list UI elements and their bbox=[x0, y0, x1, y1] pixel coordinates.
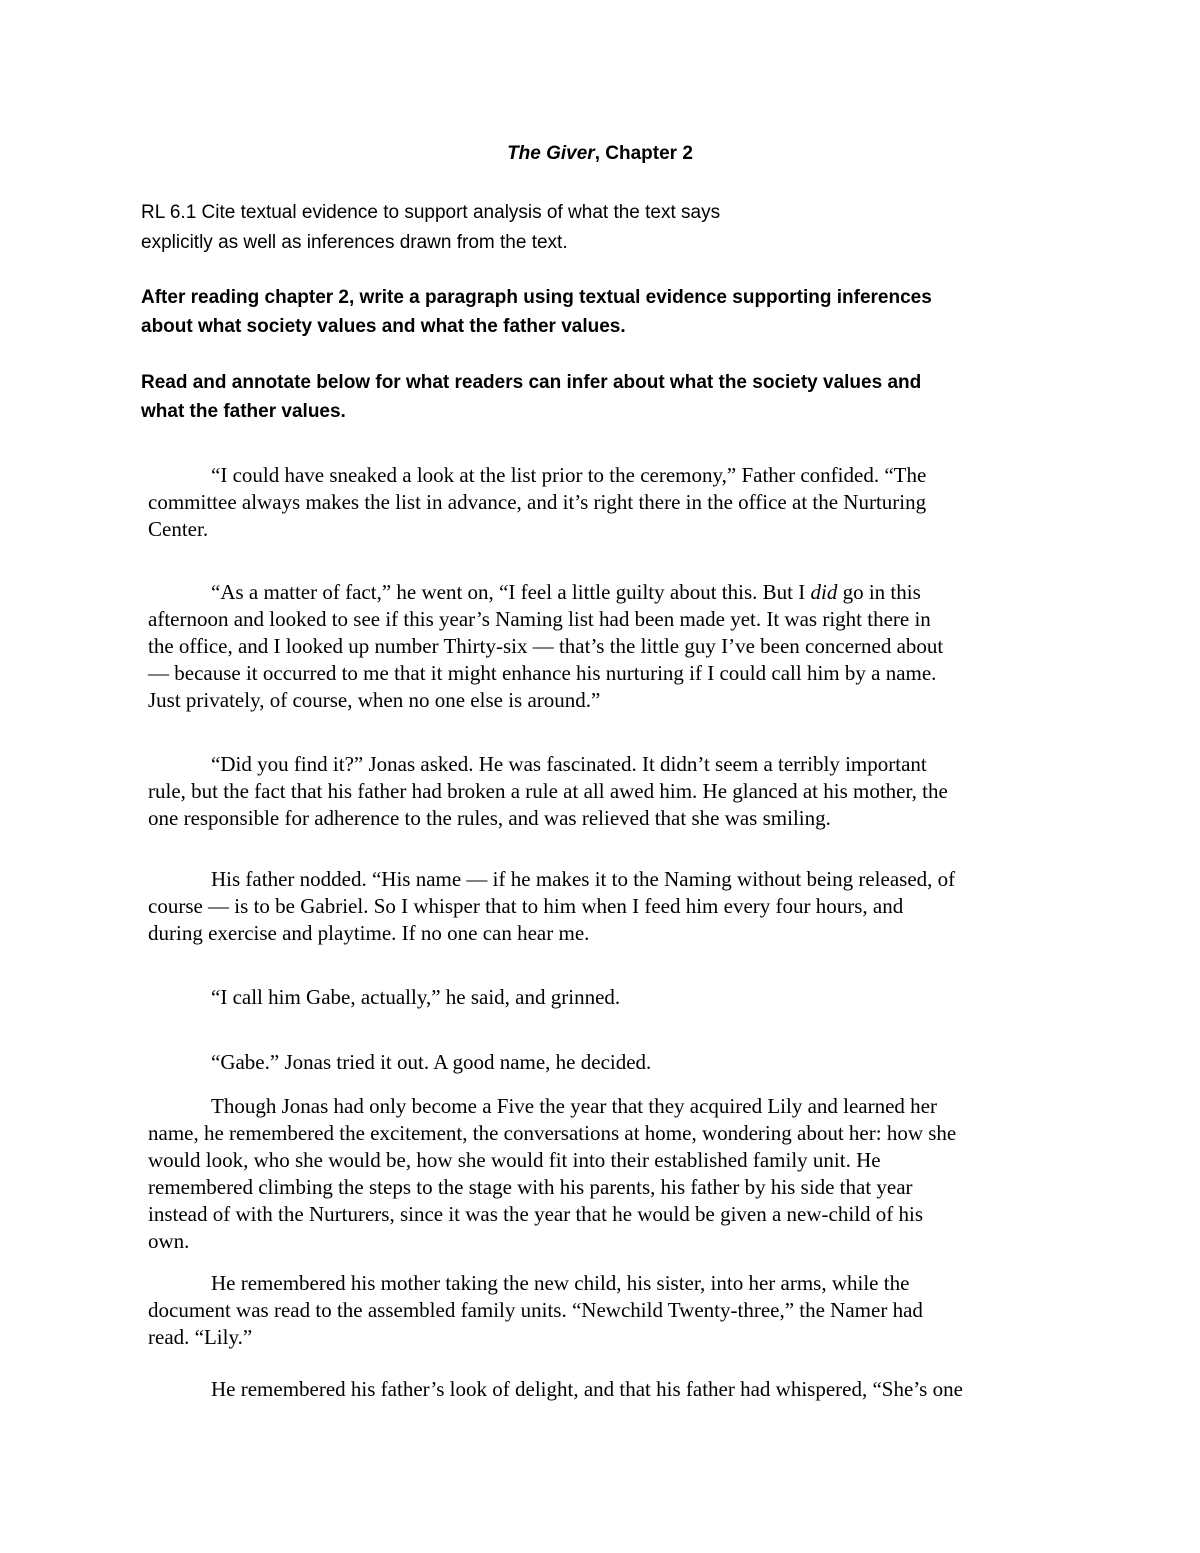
passage-line: “Did you find it?” Jonas asked. He was fascinated. It didn’t seem a terribly important bbox=[211, 752, 927, 776]
instruction-line: Read and annotate below for what readers can infer about what the society values and bbox=[141, 372, 922, 393]
passage-paragraph-9 bbox=[148, 1376, 1068, 1403]
passage-line: “I call him Gabe, actually,” he said, and grinned. bbox=[211, 985, 621, 1009]
title-book-name: The Giver bbox=[507, 143, 595, 164]
instruction-line: After reading chapter 2, write a paragraph using textual evidence supporting inferences bbox=[141, 287, 932, 308]
passage-line: committee always makes the list in advance, and it’s right there in the office at the Nurturing bbox=[148, 490, 927, 514]
passage-line: He remembered his mother taking the new child, his sister, into her arms, while the bbox=[211, 1271, 910, 1295]
instruction-line: about what society values and what the father values. bbox=[141, 316, 626, 337]
passage-line: — because it occurred to me that it might enhance his nurturing if I could call him by a name. bbox=[148, 661, 937, 685]
passage-paragraph-8 bbox=[148, 1270, 1068, 1351]
passage-line: during exercise and playtime. If no one can hear me. bbox=[148, 921, 590, 945]
passage-paragraph-5 bbox=[148, 984, 1068, 1011]
passage-text: go in this bbox=[837, 580, 921, 604]
passage-line: Center. bbox=[148, 517, 209, 541]
passage-line: “I could have sneaked a look at the list prior to the ceremony,” Father confided. “The bbox=[211, 463, 927, 487]
emphasized-word: did bbox=[810, 580, 838, 604]
passage-line: document was read to the assembled family units. “Newchild Twenty-three,” the Namer had bbox=[148, 1298, 923, 1322]
annotation-instruction bbox=[141, 368, 1081, 426]
passage-line bbox=[148, 579, 1068, 606]
passage-text: “As a matter of fact,” he went on, “I feel a little guilty about this. But I bbox=[211, 580, 811, 604]
passage-line: the office, and I looked up number Thirty-six — that’s the little guy I’ve been concerned about bbox=[148, 634, 944, 658]
passage-paragraph-6 bbox=[148, 1049, 1068, 1076]
passage-paragraph-7 bbox=[148, 1093, 1068, 1255]
passage-line: name, he remembered the excitement, the conversations at home, wondering about her: how she bbox=[148, 1121, 957, 1145]
passage-line: Though Jonas had only become a Five the year that they acquired Lily and learned her bbox=[211, 1094, 937, 1118]
writing-instruction bbox=[141, 283, 1081, 341]
title-chapter: , Chapter 2 bbox=[594, 143, 693, 164]
passage-line: own. bbox=[148, 1229, 190, 1253]
passage-line: afternoon and looked to see if this year’s Naming list had been made yet. It was right there in bbox=[148, 607, 931, 631]
passage-line: would look, who she would be, how she would fit into their established family unit. He bbox=[148, 1148, 881, 1172]
instruction-line: what the father values. bbox=[141, 401, 346, 422]
passage-line: remembered climbing the steps to the stage with his parents, his father by his side that year bbox=[148, 1175, 913, 1199]
passage-line: rule, but the fact that his father had broken a rule at all awed him. He glanced at his mother, the bbox=[148, 779, 948, 803]
standard-line: RL 6.1 Cite textual evidence to support analysis of what the text says bbox=[141, 202, 721, 223]
passage-line: Just privately, of course, when no one else is around.” bbox=[148, 688, 601, 712]
passage-line: “Gabe.” Jonas tried it out. A good name, he decided. bbox=[211, 1050, 652, 1074]
passage-line: course — is to be Gabriel. So I whisper that to him when I feed him every four hours, and bbox=[148, 894, 904, 918]
passage-paragraph-3 bbox=[148, 751, 1068, 832]
standard-statement bbox=[141, 198, 1081, 258]
passage-line: one responsible for adherence to the rules, and was relieved that she was smiling. bbox=[148, 806, 831, 830]
passage-line: instead of with the Nurturers, since it was the year that he would be given a new-child of his bbox=[148, 1202, 924, 1226]
passage-paragraph-2 bbox=[148, 579, 1068, 714]
standard-line: explicitly as well as inferences drawn from the text. bbox=[141, 232, 568, 253]
passage-line: His father nodded. “His name — if he makes it to the Naming without being released, of bbox=[211, 867, 956, 891]
page-title bbox=[0, 140, 1200, 168]
passage-line: read. “Lily.” bbox=[148, 1325, 253, 1349]
passage-line: He remembered his father’s look of delight, and that his father had whispered, “She’s one bbox=[211, 1377, 963, 1401]
passage-paragraph-4 bbox=[148, 866, 1068, 947]
passage-paragraph-1 bbox=[148, 462, 1068, 543]
